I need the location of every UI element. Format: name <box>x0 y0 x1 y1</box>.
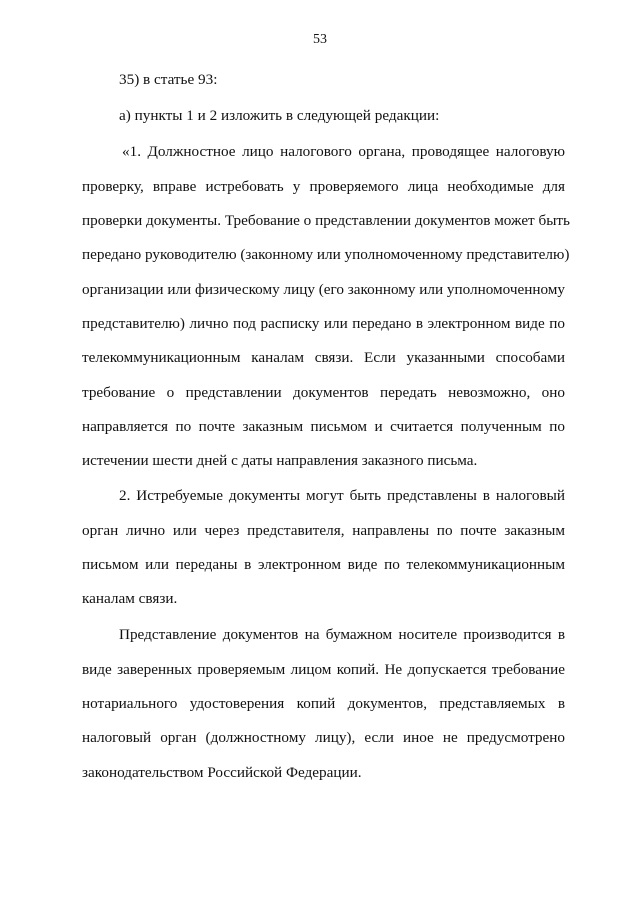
paragraph-1-line-4: передано руководителю (законному или уполномоченному представителю) <box>82 246 570 263</box>
paragraph-3-line-5: законодательством Российской Федерации. <box>82 764 362 781</box>
paragraph-2-line-3: письмом или переданы в электронном виде по телекоммуникационным <box>82 556 565 573</box>
paragraph-1-line-2: проверку, вправе истребовать у проверяемого лица необходимые для <box>82 178 565 195</box>
paragraph-1-line-9: направляется по почте заказным письмом и считается полученным по <box>82 418 565 435</box>
paragraph-2-line-1: 2. Истребуемые документы могут быть представлены в налоговый <box>119 487 565 504</box>
paragraph-3-line-1: Представление документов на бумажном носителе производится в <box>119 626 565 643</box>
instruction-line: а) пункты 1 и 2 изложить в следующей редакции: <box>119 107 440 124</box>
paragraph-1-line-7: телекоммуникационным каналам связи. Если указанными способами <box>82 349 565 366</box>
paragraph-3-line-2: виде заверенных проверяемым лицом копий. Не допускается требование <box>82 661 565 678</box>
paragraph-2-line-2: орган лично или через представителя, направлены по почте заказным <box>82 522 565 539</box>
paragraph-3-line-3: нотариального удостоверения копий документов, представляемых в <box>82 695 565 712</box>
paragraph-3-line-4: налоговый орган (должностному лицу), если иное не предусмотрено <box>82 729 565 746</box>
paragraph-1-line-10: истечении шести дней с даты направления заказного письма. <box>82 452 478 469</box>
paragraph-1-line-3: проверки документы. Требование о представлении документов может быть <box>82 212 570 229</box>
page-number: 53 <box>313 32 327 47</box>
paragraph-1-line-6: представителю) лично под расписку или передано в электронном виде по <box>82 315 565 332</box>
paragraph-1-line-1: «1. Должностное лицо налогового органа, проводящее налоговую <box>122 143 565 160</box>
paragraph-1-line-8: требование о представлении документов передать невозможно, оно <box>82 384 565 401</box>
article-heading: 35) в статье 93: <box>119 71 218 88</box>
paragraph-2-line-4: каналам связи. <box>82 590 178 607</box>
paragraph-1-line-5: организации или физическому лицу (его законному или уполномоченному <box>82 281 565 298</box>
